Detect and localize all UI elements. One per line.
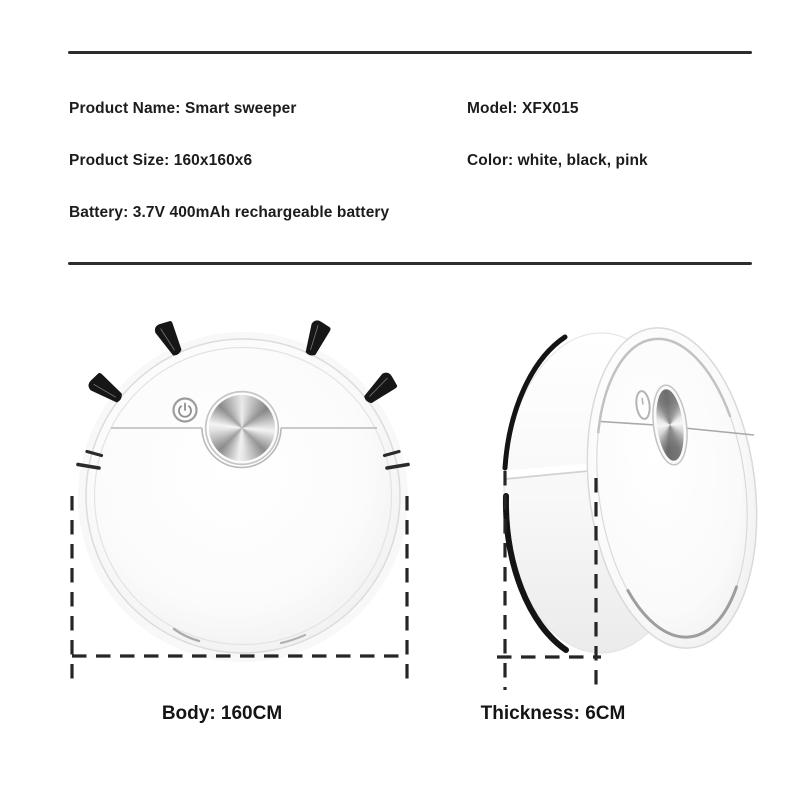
spec-battery: Battery: 3.7V 400mAh rechargeable battery — [69, 204, 390, 221]
spec-color: Color: white, black, pink — [467, 152, 648, 169]
spec-model: Model: XFX015 — [467, 100, 579, 117]
robot-side-view — [504, 318, 774, 658]
metal-disc — [209, 395, 275, 461]
power-button-icon — [174, 399, 197, 422]
spec-product-name: Product Name: Smart sweeper — [69, 100, 297, 117]
spec-product-size: Product Size: 160x160x6 — [69, 152, 253, 169]
robot-top-view — [78, 318, 408, 662]
body-dimension-label: Body: 160CM — [161, 703, 283, 724]
robot-body — [86, 339, 400, 653]
thickness-dimension-label: Thickness: 6CM — [480, 703, 626, 724]
